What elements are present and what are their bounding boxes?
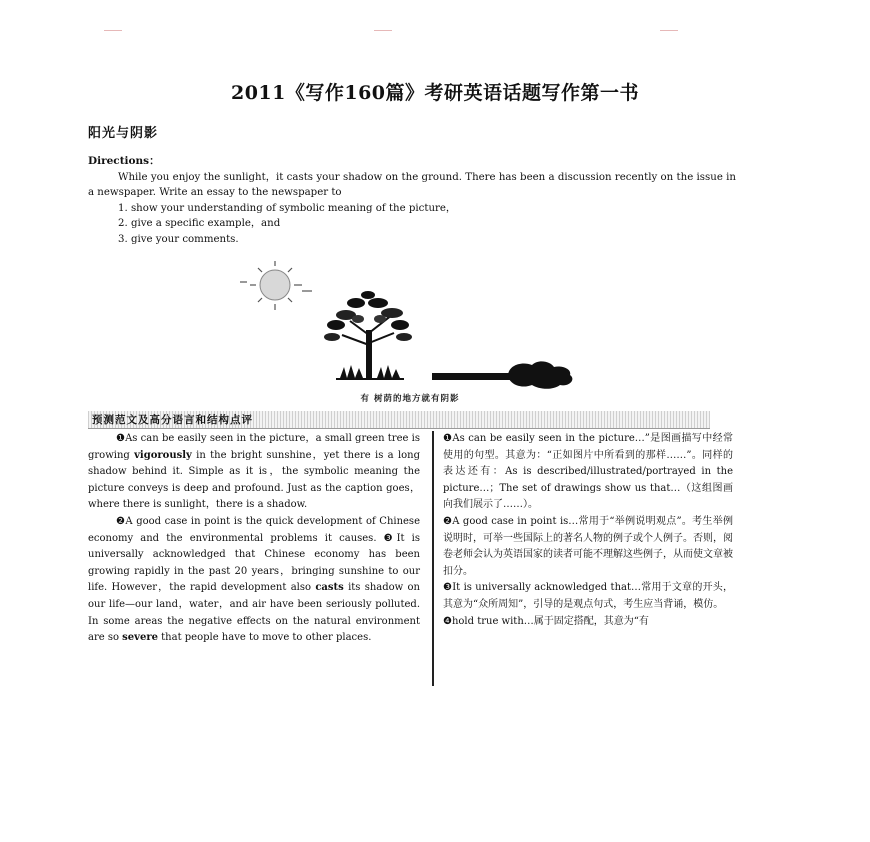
- marker: ❶: [443, 433, 453, 444]
- section-heading: 阳光与阴影: [88, 126, 159, 141]
- essay-text: It is universally acknowledged that Chinese economy has been growing rapidly in the past 20 years，bringing sunshine to our life. However，the rapid development also: [88, 532, 420, 594]
- directions-paragraph: While you enjoy the sunlight，it casts your shadow on the ground. There has been a discussion recently on the issue in a newspaper. Write an essay to the newspaper to: [88, 171, 736, 199]
- note-item: [443, 614, 733, 631]
- note-item: [443, 580, 733, 613]
- notes-column: [443, 431, 733, 630]
- directions-list: [88, 201, 736, 248]
- bold-keyword: vigorously: [134, 449, 192, 461]
- cartoon-figure: [232, 255, 592, 405]
- essay-text: in the bright sunshine，yet there is a long shadow behind it. Simple as it is，the symbolic meaning the picture conveys is deep and profound. Just as the caption goes，where there is sunlight，there is a shadow.: [88, 449, 421, 511]
- column-divider: [432, 431, 434, 686]
- essay-paragraph-1: [88, 431, 420, 514]
- figure-caption: 有 树荫的地方就有阴影: [360, 394, 460, 404]
- band-heading: 预测范文及高分语言和结构点评: [92, 414, 253, 426]
- marker: ❸: [443, 582, 453, 594]
- marker: ❷: [116, 515, 126, 527]
- note-item: [443, 431, 733, 514]
- directions-item: 2. give a specific example，and: [118, 218, 281, 230]
- bold-keyword: severe: [122, 632, 158, 644]
- shadow-icon: [432, 361, 572, 388]
- note-text: It is universally acknowledged that…常用于文章的开头，其意为“众所周知”，引导的是观点句式，考生应当背诵，模仿。: [443, 582, 734, 610]
- page-title: 2011《写作160篇》考研英语话题写作第一书: [230, 82, 640, 104]
- note-item: [443, 514, 733, 580]
- bold-keyword: casts: [315, 582, 344, 594]
- note-text: As can be easily seen in the picture…”是图画描写中经常使用的句型。其意为：“正如图片中所看到的那样……”。同样的表达还有：As is described/illustrated/portrayed in the picture…；The set of drawings show us that…（这组图画向我们展示了……）。: [443, 433, 733, 511]
- directions-item: 3. give your comments.: [118, 233, 239, 245]
- directions-block: [88, 154, 736, 248]
- marker: ❹: [443, 615, 452, 627]
- essay-text: A good case in point is the quick development of Chinese economy and the environmental problems it causes.: [88, 515, 420, 544]
- note-text: hold true with…属于固定搭配，其意为“有: [451, 615, 649, 627]
- essay-column: [88, 431, 420, 647]
- directions-label: Directions：: [88, 155, 160, 167]
- tree-icon: [324, 291, 412, 380]
- essay-text: As can be easily seen in the picture，a small green tree is growing: [88, 433, 421, 461]
- essay-paragraph-2: [88, 514, 420, 647]
- marker: ❶: [116, 433, 126, 444]
- sun-icon: [240, 261, 312, 310]
- essay-text: that people have to move to other places.: [157, 632, 372, 644]
- top-crop-marks: [0, 30, 870, 34]
- section-band: [88, 411, 710, 429]
- directions-item: 1. show your understanding of symbolic meaning of the picture，: [118, 202, 457, 214]
- note-text: A good case in point is…常用于“举例说明观点”。考生举例说明时，可举一些国际上的著名人物的例子或个人例子。否则，阅卷老师会认为英语国家的读者可能不理解这些例子，从而使文章被扣分。: [443, 515, 733, 577]
- essay-text: its shadow on our life—our land，water，and air have been seriously polluted. In some areas the negative effects on the natural environment are so: [88, 582, 420, 644]
- marker: ❸: [383, 532, 397, 544]
- marker: ❷: [443, 515, 453, 527]
